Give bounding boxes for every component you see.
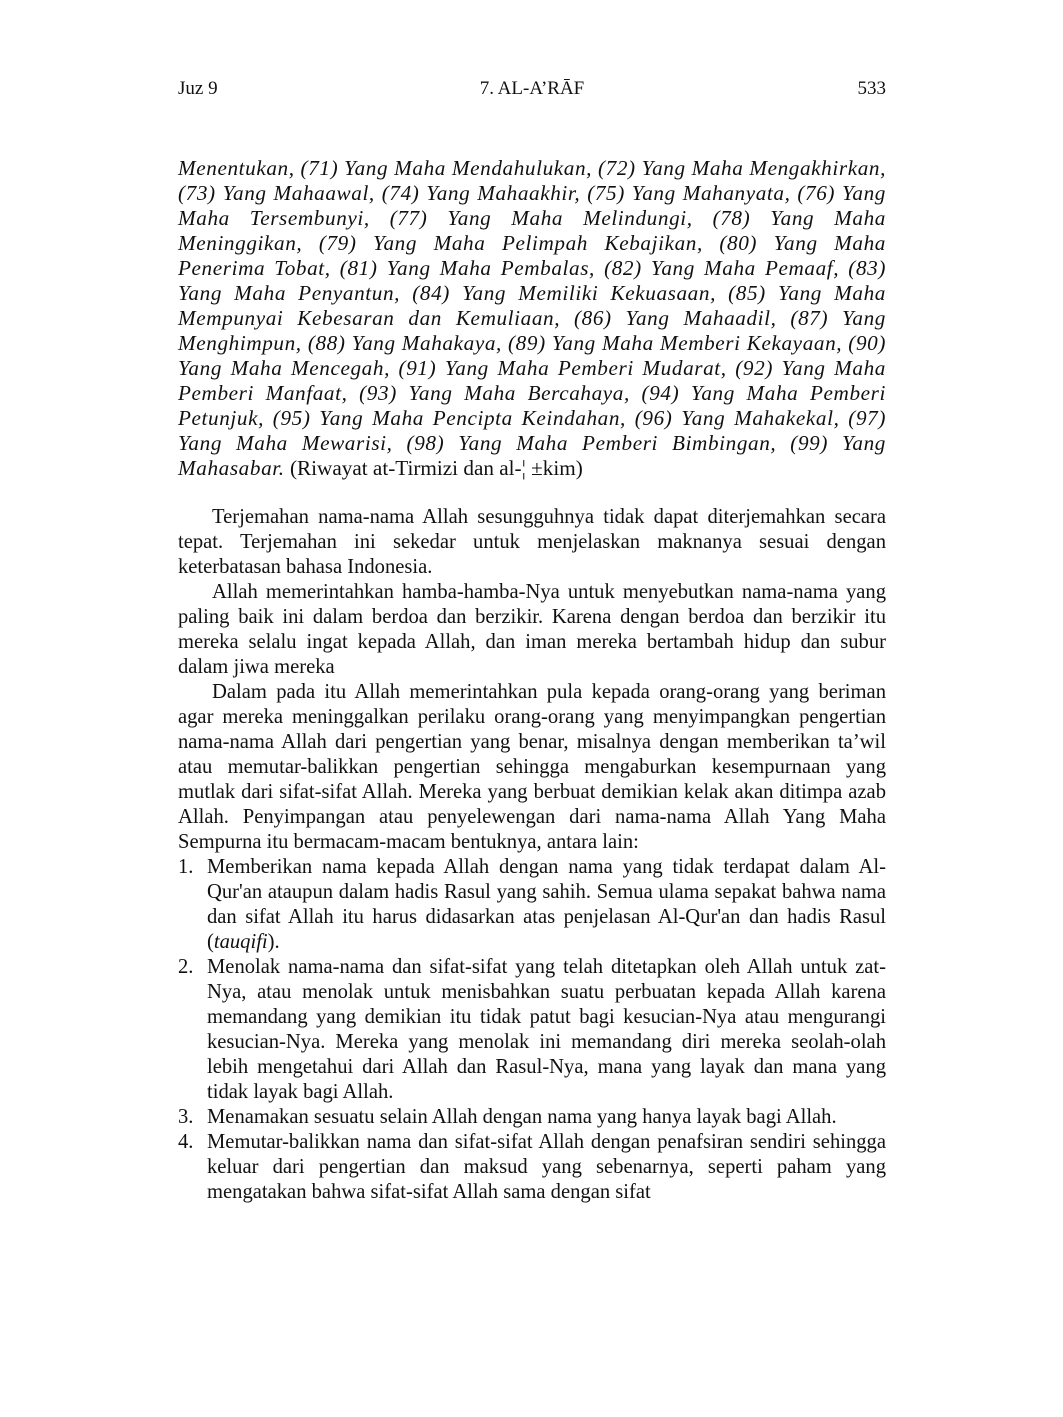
list-item xyxy=(178,855,886,955)
list-number: 4. xyxy=(178,1131,194,1153)
list-text: Menamakan sesuatu selain Allah dengan nama yang hanya layak bagi Allah. xyxy=(207,1106,837,1128)
list-text: Memutar-balikkan nama dan sifat-sifat Allah dengan penafsiran sendiri sehingga keluar dari pengertian dan maksud yang sebenarnya, seperti paham yang mengatakan bahwa sifat-sifat Allah sama dengan sifat xyxy=(207,1131,886,1203)
list-text-end: ). xyxy=(267,931,280,953)
list-number: 1. xyxy=(178,856,194,878)
list-text: Memberikan nama kepada Allah dengan nama yang tidak terdapat dalam Al-Qur'an ataupun dalam hadis Rasul yang sahih. Semua ulama sepakat bahwa nama dan sifat Allah itu harus didasarkan atas penjelasan Al-Qur'an dan hadis Rasul ( xyxy=(207,856,886,953)
page-number: 533 xyxy=(857,78,886,99)
asmaul-husna-translation xyxy=(178,156,886,481)
juz-label: Juz 9 xyxy=(178,78,218,99)
list-item xyxy=(178,1130,886,1205)
paragraph: Dalam pada itu Allah memerintahkan pula kepada orang-orang yang beriman agar mereka meninggalkan perilaku orang-orang yang menyimpangkan pengertian nama-nama Allah dari pengertian yang benar, misalnya dengan memberikan ta’wil atau memutar-balikkan pengertian sehingga mengaburkan kesempurnaan yang mutlak dari sifat-sifat Allah. Mereka yang berbuat demikian kelak akan ditimpa azab Allah. Penyimpangan atau penyelewengan dari nama-nama Allah Yang Maha Sempurna itu bermacam-macam bentuknya, antara lain: xyxy=(178,681,886,853)
running-header xyxy=(178,72,886,106)
deviation-list xyxy=(178,855,886,1205)
list-number: 3. xyxy=(178,1106,194,1128)
list-item xyxy=(178,955,886,1105)
surah-title: 7. AL-A’RĀF xyxy=(479,78,585,99)
list-number: 2. xyxy=(178,956,194,978)
book-page xyxy=(178,72,886,1205)
paragraph: Terjemahan nama-nama Allah sesungguhnya tidak dapat diterjemahkan secara tepat. Terjemahan ini sekedar untuk menjelaskan maknanya sesuai dengan keterbatasan bahasa Indonesia. xyxy=(178,506,886,578)
paragraph: Allah memerintahkan hamba-hamba-Nya untuk menyebutkan nama-nama yang paling baik ini dalam berdoa dan berzikir. Karena dengan berdoa dan berzikir itu mereka selalu ingat kepada Allah, dan iman mereka bertambah hidup dan subur dalam jiwa mereka xyxy=(178,581,886,678)
list-italic-term: tauqifi xyxy=(213,931,268,953)
list-item xyxy=(178,1105,886,1130)
asmaul-husna-text: Menentukan, (71) Yang Maha Mendahulukan, (72) Yang Maha Mengakhirkan, (73) Yang Mahaawal, (74) Yang Mahaakhir, (75) Yang Mahanyata, (76) Yang Maha Tersembunyi, (77) Yang Maha Melindungi, (78) Yang Maha Meninggikan, (79) Yang Maha Pelimpah Kebajikan, (80) Yang Maha Penerima Tobat, (81) Yang Maha Pembalas, (82) Yang Maha Pemaaf, (83) Yang Maha Penyantun, (84) Yang Memiliki Kekuasaan, (85) Yang Maha Mempunyai Kebesaran dan Kemuliaan, (86) Yang Mahaadil, (87) Yang Menghimpun, (88) Yang Mahakaya, (89) Yang Maha Memberi Kekayaan, (90) Yang Maha Mencegah, (91) Yang Maha Pemberi Mudarat, (92) Yang Maha Pemberi Manfaat, (93) Yang Maha Bercahaya, (94) Yang Maha Pemberi Petunjuk, (95) Yang Maha Pencipta Keindahan, (96) Yang Mahakekal, (97) Yang Maha Mewarisi, (98) Yang Maha Pemberi Bimbingan, (99) Yang Mahasabar. xyxy=(178,156,886,480)
hadith-reference: (Riwayat at-Tirmizi dan al-¦ ±kim) xyxy=(284,456,583,480)
commentary-body xyxy=(178,505,886,1205)
list-text: Menolak nama-nama dan sifat-sifat yang telah ditetapkan oleh Allah untuk zat-Nya, atau menolak untuk menisbahkan suatu perbuatan kepada Allah karena memandang yang demikian itu tidak patut bagi kesucian-Nya atau mengurangi kesucian-Nya. Mereka yang menolak ini memandang diri mereka seolah-olah lebih mengetahui dari Allah dan Rasul-Nya, mana yang layak dan mana yang tidak layak bagi Allah. xyxy=(207,956,886,1103)
